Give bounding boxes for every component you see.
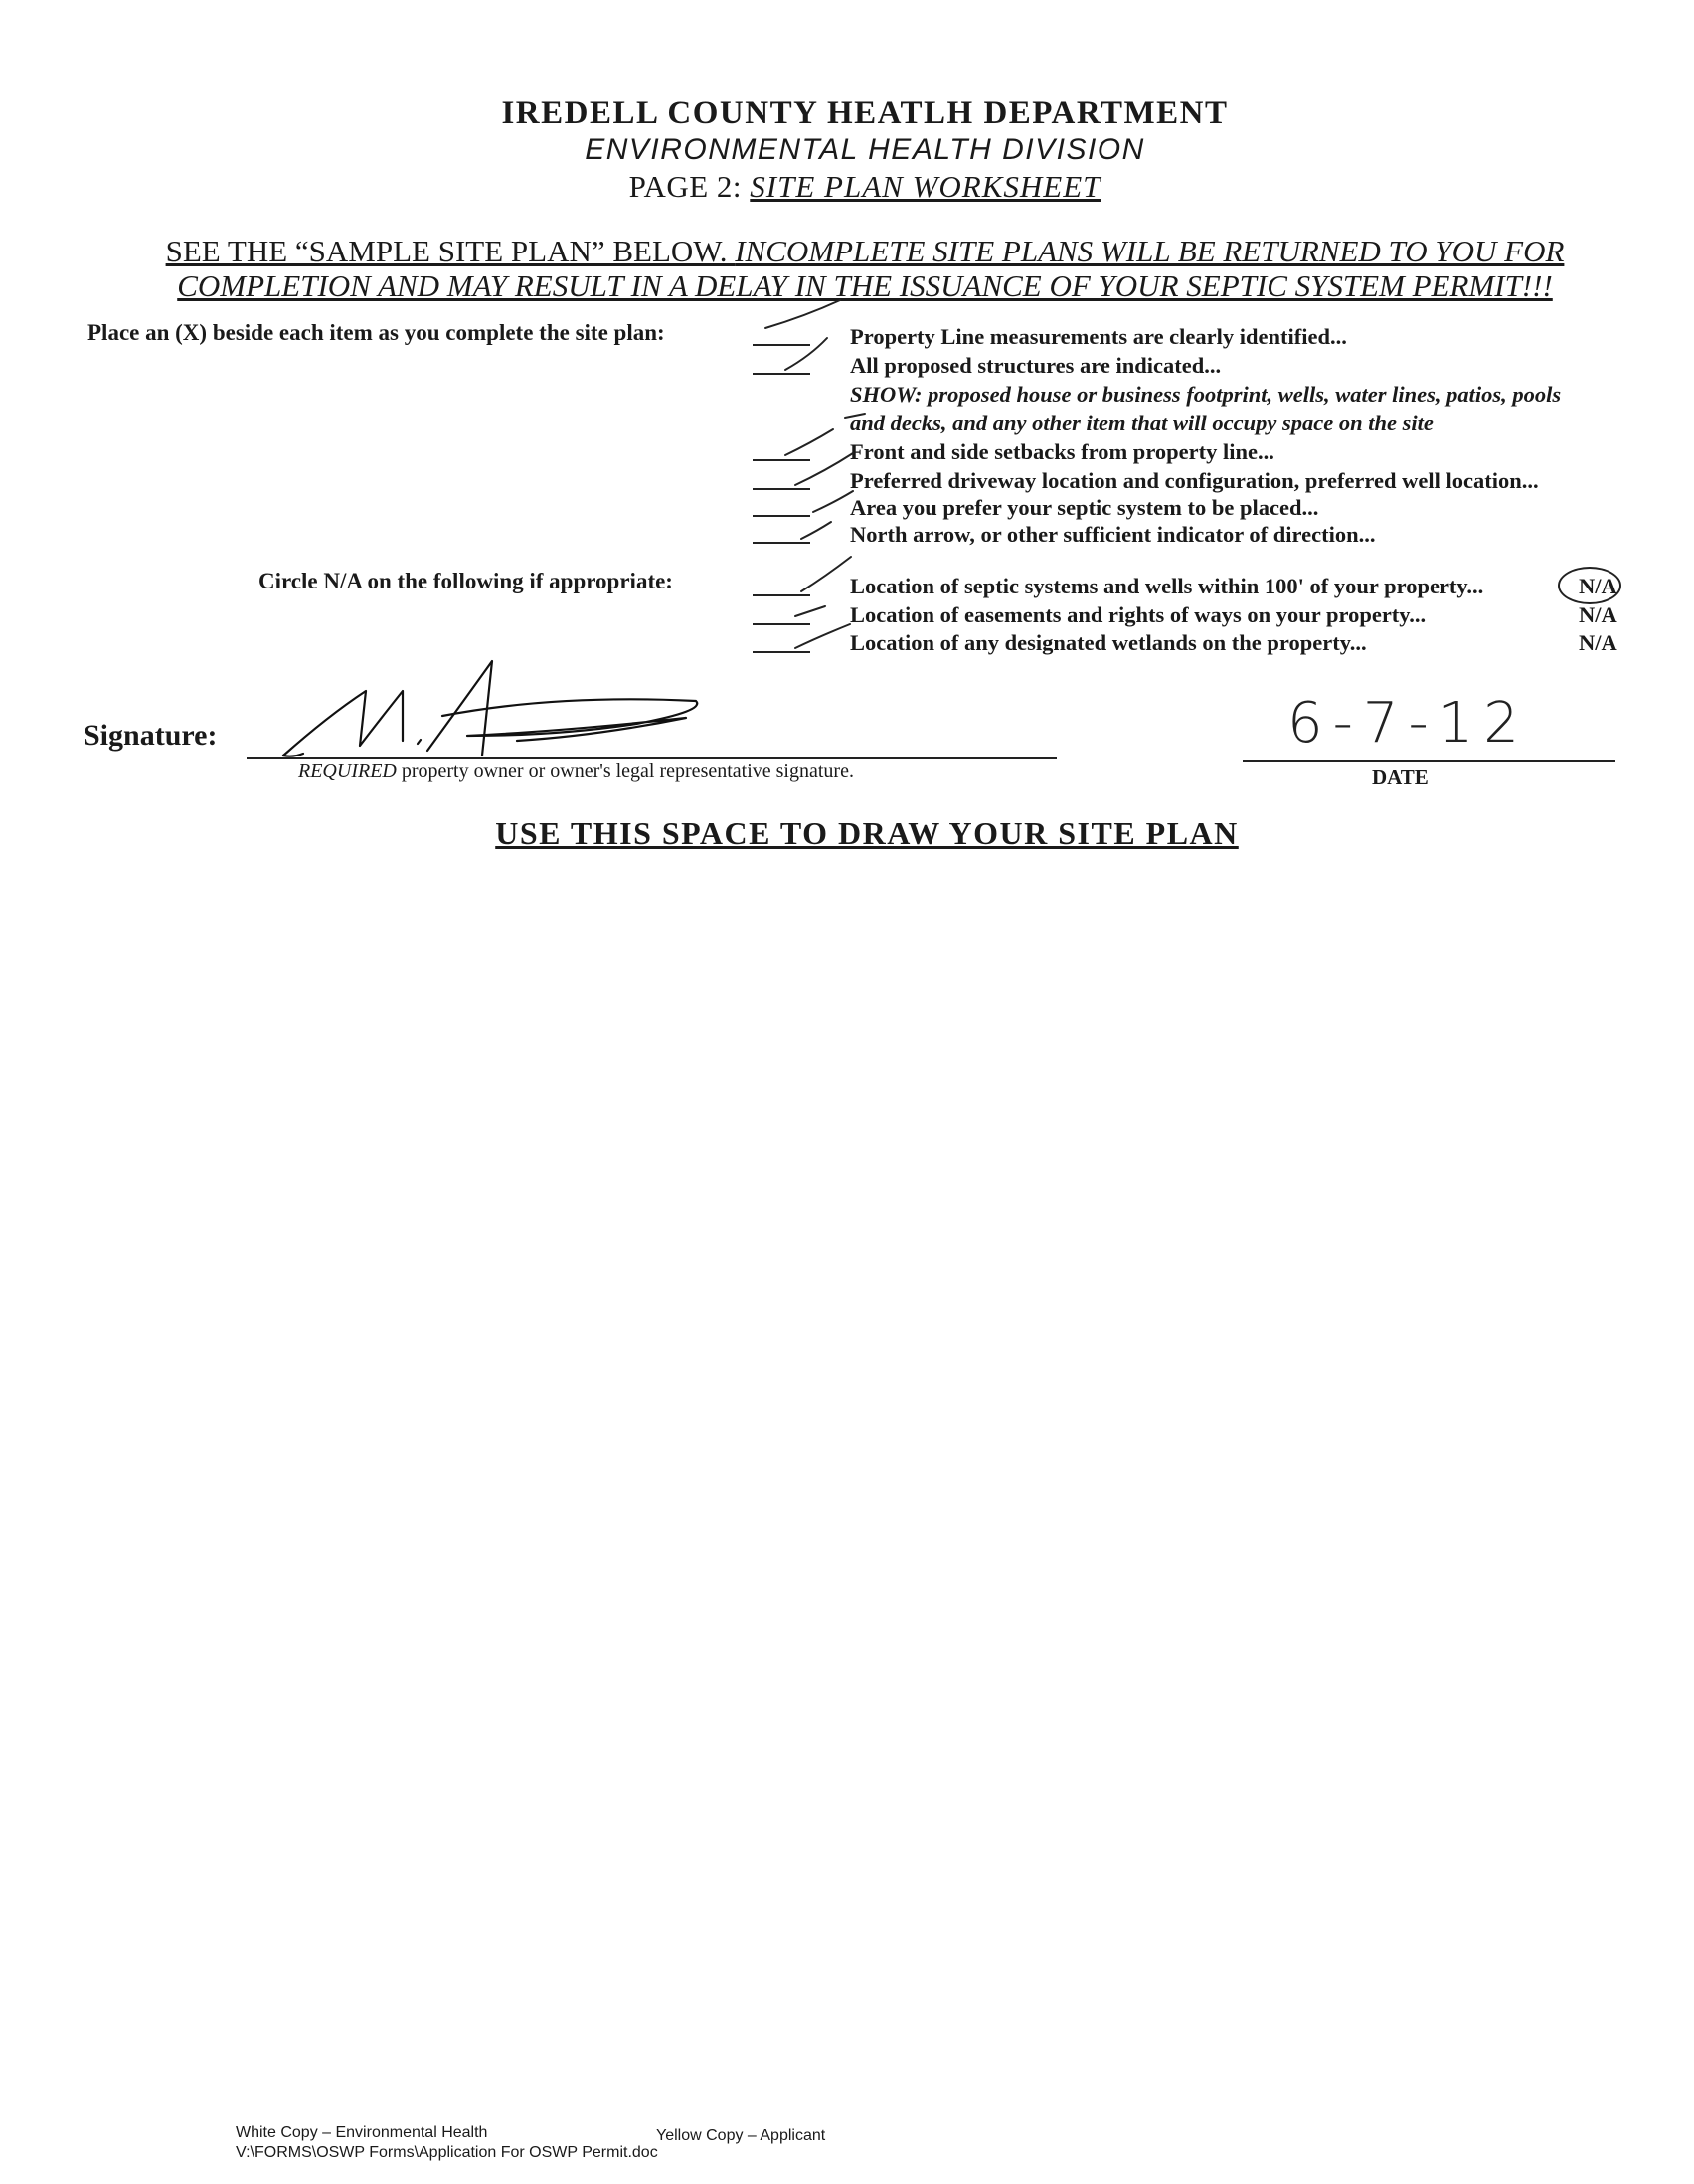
checkbox-blank[interactable]: [753, 542, 810, 544]
signature-required: REQUIRED: [298, 760, 397, 782]
signature-line[interactable]: [247, 757, 1057, 759]
checklist-item: Area you prefer your septic system to be placed...: [850, 495, 1319, 520]
na-instruction: Circle N/A on the following if appropriate:: [258, 569, 673, 593]
checklist-item-detail: and decks, and any other item that will occupy space on the site: [850, 411, 1434, 435]
checklist-item: Front and side setbacks from property line...: [850, 439, 1274, 464]
footer-white-copy: White Copy – Environmental Health: [236, 2124, 488, 2141]
warning-line-1: [0, 234, 1694, 269]
na-option[interactable]: N/A: [1579, 630, 1617, 655]
checkbox-blank[interactable]: [753, 373, 810, 375]
signature-label: Signature:: [84, 719, 218, 752]
page-subtitle: [0, 169, 1694, 205]
division-title: ENVIRONMENTAL HEALTH DIVISION: [585, 133, 1145, 166]
na-option[interactable]: N/A: [1579, 574, 1617, 598]
date-label: DATE: [1372, 765, 1429, 789]
page-number: PAGE 2:: [628, 169, 751, 204]
warning-return-note: INCOMPLETE SITE PLANS WILL BE RETURNED TO YOU FOR: [735, 234, 1565, 268]
site-plan-drawing-area[interactable]: [80, 875, 1630, 2098]
checkbox-blank[interactable]: [753, 488, 810, 490]
na-circle-mark: [1558, 567, 1621, 604]
optional-item: Location of septic systems and wells within 100' of your property...: [850, 574, 1484, 598]
signature-instructions: property owner or owner's legal representative signature.: [396, 760, 854, 782]
date-value[interactable]: 6-7-12: [1287, 691, 1529, 756]
site-plan-heading: USE THIS SPACE TO DRAW YOUR SITE PLAN: [495, 815, 1239, 851]
checklist-item: All proposed structures are indicated...: [850, 353, 1222, 378]
na-option[interactable]: N/A: [1579, 602, 1617, 627]
checkbox-blank[interactable]: [753, 459, 810, 461]
footer-yellow-copy: Yellow Copy – Applicant: [656, 2127, 826, 2144]
date-line: [1243, 760, 1615, 762]
footer-file-path: V:\FORMS\OSWP Forms\Application For OSWP Permit.doc: [236, 2144, 658, 2161]
checkbox-blank[interactable]: [753, 594, 810, 596]
warning-line-2: COMPLETION AND MAY RESULT IN A DELAY IN THE ISSUANCE OF YOUR SEPTIC SYSTEM PERMIT!!!: [177, 268, 1553, 303]
optional-item: Location of easements and rights of ways on your property...: [850, 602, 1427, 627]
checkbox-blank[interactable]: [753, 515, 810, 517]
page-title: IREDELL COUNTY HEATLH DEPARTMENT: [501, 95, 1229, 131]
checkbox-blank[interactable]: [753, 344, 810, 346]
warning-sample-note: SEE THE “SAMPLE SITE PLAN” BELOW.: [165, 234, 736, 268]
checkbox-blank[interactable]: [753, 651, 810, 653]
optional-item: Location of any designated wetlands on the property...: [850, 630, 1367, 655]
checklist-item: Preferred driveway location and configuration, preferred well location...: [850, 468, 1539, 493]
checklist-item: North arrow, or other sufficient indicator of direction...: [850, 522, 1376, 547]
checklist-instruction: Place an (X) beside each item as you complete the site plan:: [87, 320, 665, 345]
checkbox-blank[interactable]: [753, 623, 810, 625]
signature-caption: [298, 760, 854, 783]
checklist-item: Property Line measurements are clearly identified...: [850, 324, 1347, 349]
worksheet-title: SITE PLAN WORKSHEET: [750, 169, 1101, 204]
checklist-item-detail: SHOW: proposed house or business footprint, wells, water lines, patios, pools: [850, 382, 1562, 407]
